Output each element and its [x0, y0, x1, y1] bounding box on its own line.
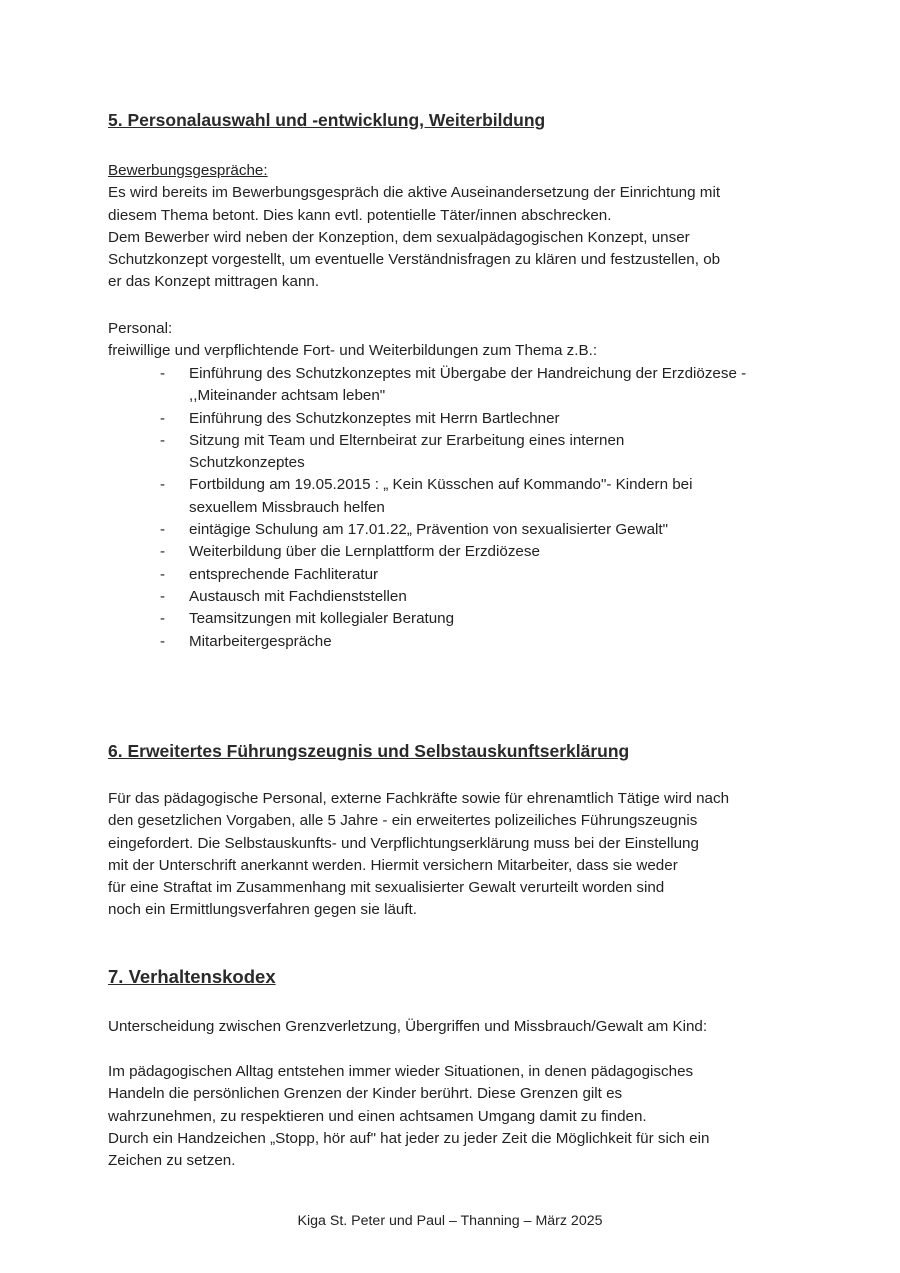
list-item: - Fortbildung am 19.05.2015 : „ Kein Küsschen auf Kommando"- Kindern bei sexuellem Missbrauch helfen: [160, 476, 693, 516]
interview-line: Dem Bewerber wird neben der Konzeption, dem sexualpädagogischen Konzept, unser: [108, 228, 690, 246]
list-item: - Einführung des Schutzkonzeptes mit Übergabe der Handreichung der Erzdiözese - ,,Miteinander achtsam leben": [160, 365, 747, 405]
section-6-heading: 6. Erweitertes Führungszeugnis und Selbstauskunftserklärung: [108, 741, 630, 761]
list-item: - Sitzung mit Team und Elternbeirat zur Erarbeitung eines internen Schutzkonzeptes: [160, 431, 625, 472]
paragraph-line: Zeichen zu setzen.: [108, 1152, 236, 1170]
paragraph-line: Handeln die persönlichen Grenzen der Kinder berührt. Diese Grenzen gilt es: [108, 1085, 623, 1103]
staff-intro: freiwillige und verpflichtende Fort- und Weiterbildungen zum Thema z.B.:: [108, 342, 598, 360]
section-5-heading: 5. Personalauswahl und -entwicklung, Weiterbildung: [108, 110, 546, 130]
interview-line: er das Konzept mittragen kann.: [108, 273, 320, 291]
section-7-heading: 7. Verhaltenskodex: [108, 966, 276, 987]
code-intro: [108, 1016, 798, 1038]
paragraph-line: Für das pädagogische Personal, externe Fachkräfte sowie für ehrenamtlich Tätige wird nach: [108, 790, 730, 807]
paragraph-line: eingefordert. Die Selbstauskunfts- und Verpflichtungserklärung muss bei der Einstellung: [108, 834, 699, 852]
interview-label: Bewerbungsgespräche:: [108, 162, 268, 179]
list-item: - Austausch mit Fachdienststellen: [160, 587, 407, 605]
paragraph-line: Durch ein Handzeichen „Stopp, hör auf" hat jeder zu jeder Zeit die Möglichkeit für sich ein: [108, 1129, 710, 1147]
list-item: - Einführung des Schutzkonzeptes mit Herrn Bartlechner: [160, 409, 560, 427]
list-item: - Mitarbeitergespräche: [160, 632, 332, 650]
staff-paragraph: [108, 318, 798, 363]
interview-line: Es wird bereits im Bewerbungsgespräch die aktive Auseinandersetzung der Einrichtung mit: [108, 184, 721, 202]
code-paragraph: [108, 1061, 798, 1172]
list-item: - entsprechende Fachliteratur: [160, 565, 379, 583]
paragraph-line: den gesetzlichen Vorgaben, alle 5 Jahre - ein erweitertes polizeiliches Führungszeugnis: [108, 812, 698, 830]
paragraph-line: mit der Unterschrift anerkannt werden. Hiermit versichern Mitarbeiter, dass sie weder: [108, 856, 678, 874]
paragraph-line: Im pädagogischen Alltag entstehen immer wieder Situationen, in denen pädagogisches: [108, 1063, 694, 1080]
list-item: - Weiterbildung über die Lernplattform der Erzdiözese: [160, 543, 540, 561]
paragraph-line: für eine Straftat im Zusammenhang mit sexualisierter Gewalt verurteilt worden sind: [108, 879, 665, 897]
certificate-paragraph: [108, 788, 798, 922]
training-list: [160, 363, 800, 653]
interview-paragraph: [108, 160, 798, 294]
interview-line: diesem Thema betont. Dies kann evtl. potentielle Täter/innen abschrecken.: [108, 206, 612, 224]
interview-line: Schutzkonzept vorgestellt, um eventuelle Verständnisfragen zu klären und festzustellen, ob: [108, 251, 721, 269]
paragraph-line: wahrzunehmen, zu respektieren und einen achtsamen Umgang damit zu finden.: [108, 1107, 647, 1125]
list-item: - eintägige Schulung am 17.01.22„ Prävention von sexualisierter Gewalt": [160, 521, 669, 539]
paragraph-line: noch ein Ermittlungsverfahren gegen sie läuft.: [108, 901, 417, 919]
staff-label: Personal:: [108, 320, 173, 337]
code-intro-line: Unterscheidung zwischen Grenzverletzung, Übergriffen und Missbrauch/Gewalt am Kind:: [108, 1018, 708, 1035]
list-item: - Teamsitzungen mit kollegialer Beratung: [160, 610, 455, 628]
page-footer: Kiga St. Peter und Paul – Thanning – März 2025: [297, 1213, 603, 1229]
